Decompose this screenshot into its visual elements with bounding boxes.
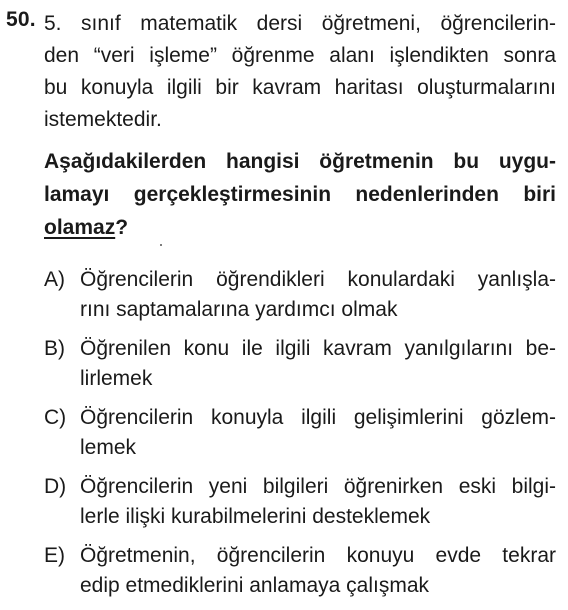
option-e-line-2: edip etmediklerini anlamaya çalışmak xyxy=(80,574,429,597)
option-d-letter: D) xyxy=(44,475,67,498)
option-e-letter: E) xyxy=(44,544,65,567)
option-b[interactable] xyxy=(44,334,556,394)
question-prompt xyxy=(44,145,556,244)
option-c-letter: C) xyxy=(44,406,67,429)
option-d-line-2: lerle ilişki kurabilmelerini desteklemek xyxy=(80,505,431,528)
stem-line-2: den “veri işleme” öğrenme alanı işlendikten sonra xyxy=(44,44,556,67)
prompt-line-1: Aşağıdakilerden hangisi öğretmenin bu uygu- xyxy=(44,150,556,173)
option-d[interactable] xyxy=(44,472,556,532)
prompt-line-3 xyxy=(44,211,556,244)
option-b-letter: B) xyxy=(44,337,65,360)
option-c-line-1: Öğrencilerin konuyla ilgili gelişimlerini gözlem- xyxy=(80,406,556,429)
stem-line-4: istemektedir. xyxy=(44,108,162,131)
option-d-line-1: Öğrencilerin yeni bilgileri öğrenirken eski bilgi- xyxy=(80,475,556,498)
question-mark: ? xyxy=(115,216,129,239)
prompt-line-2: lamayı gerçekleştirmesinin nedenlerinden biri xyxy=(44,183,556,206)
question-number: 50. xyxy=(6,8,36,31)
option-a-line-1: Öğrencilerin öğrendikleri konulardaki yanlışla- xyxy=(80,268,556,291)
option-b-line-1: Öğrenilen konu ile ilgili kavram yanılgılarını be- xyxy=(80,337,556,360)
option-c-line-2: lemek xyxy=(80,436,137,459)
option-a-line-2: rını saptamalarına yardımcı olmak xyxy=(80,298,398,321)
negation-keyword: olamaz xyxy=(44,216,116,239)
option-b-line-2: lirlemek xyxy=(80,367,153,390)
answer-options xyxy=(44,265,556,610)
option-a[interactable] xyxy=(44,265,556,325)
option-e-line-1: Öğretmenin, öğrencilerin konuyu evde tekrar xyxy=(80,544,556,567)
scan-speck xyxy=(160,244,162,246)
option-a-letter: A) xyxy=(44,268,65,291)
option-c[interactable] xyxy=(44,403,556,463)
stem-line-1: 5. sınıf matematik dersi öğretmeni, öğrencilerin- xyxy=(44,12,556,35)
stem-line-3: bu konuyla ilgili bir kavram haritası oluşturmalarını xyxy=(44,76,556,99)
option-e[interactable] xyxy=(44,541,556,601)
question-stem xyxy=(44,8,556,136)
